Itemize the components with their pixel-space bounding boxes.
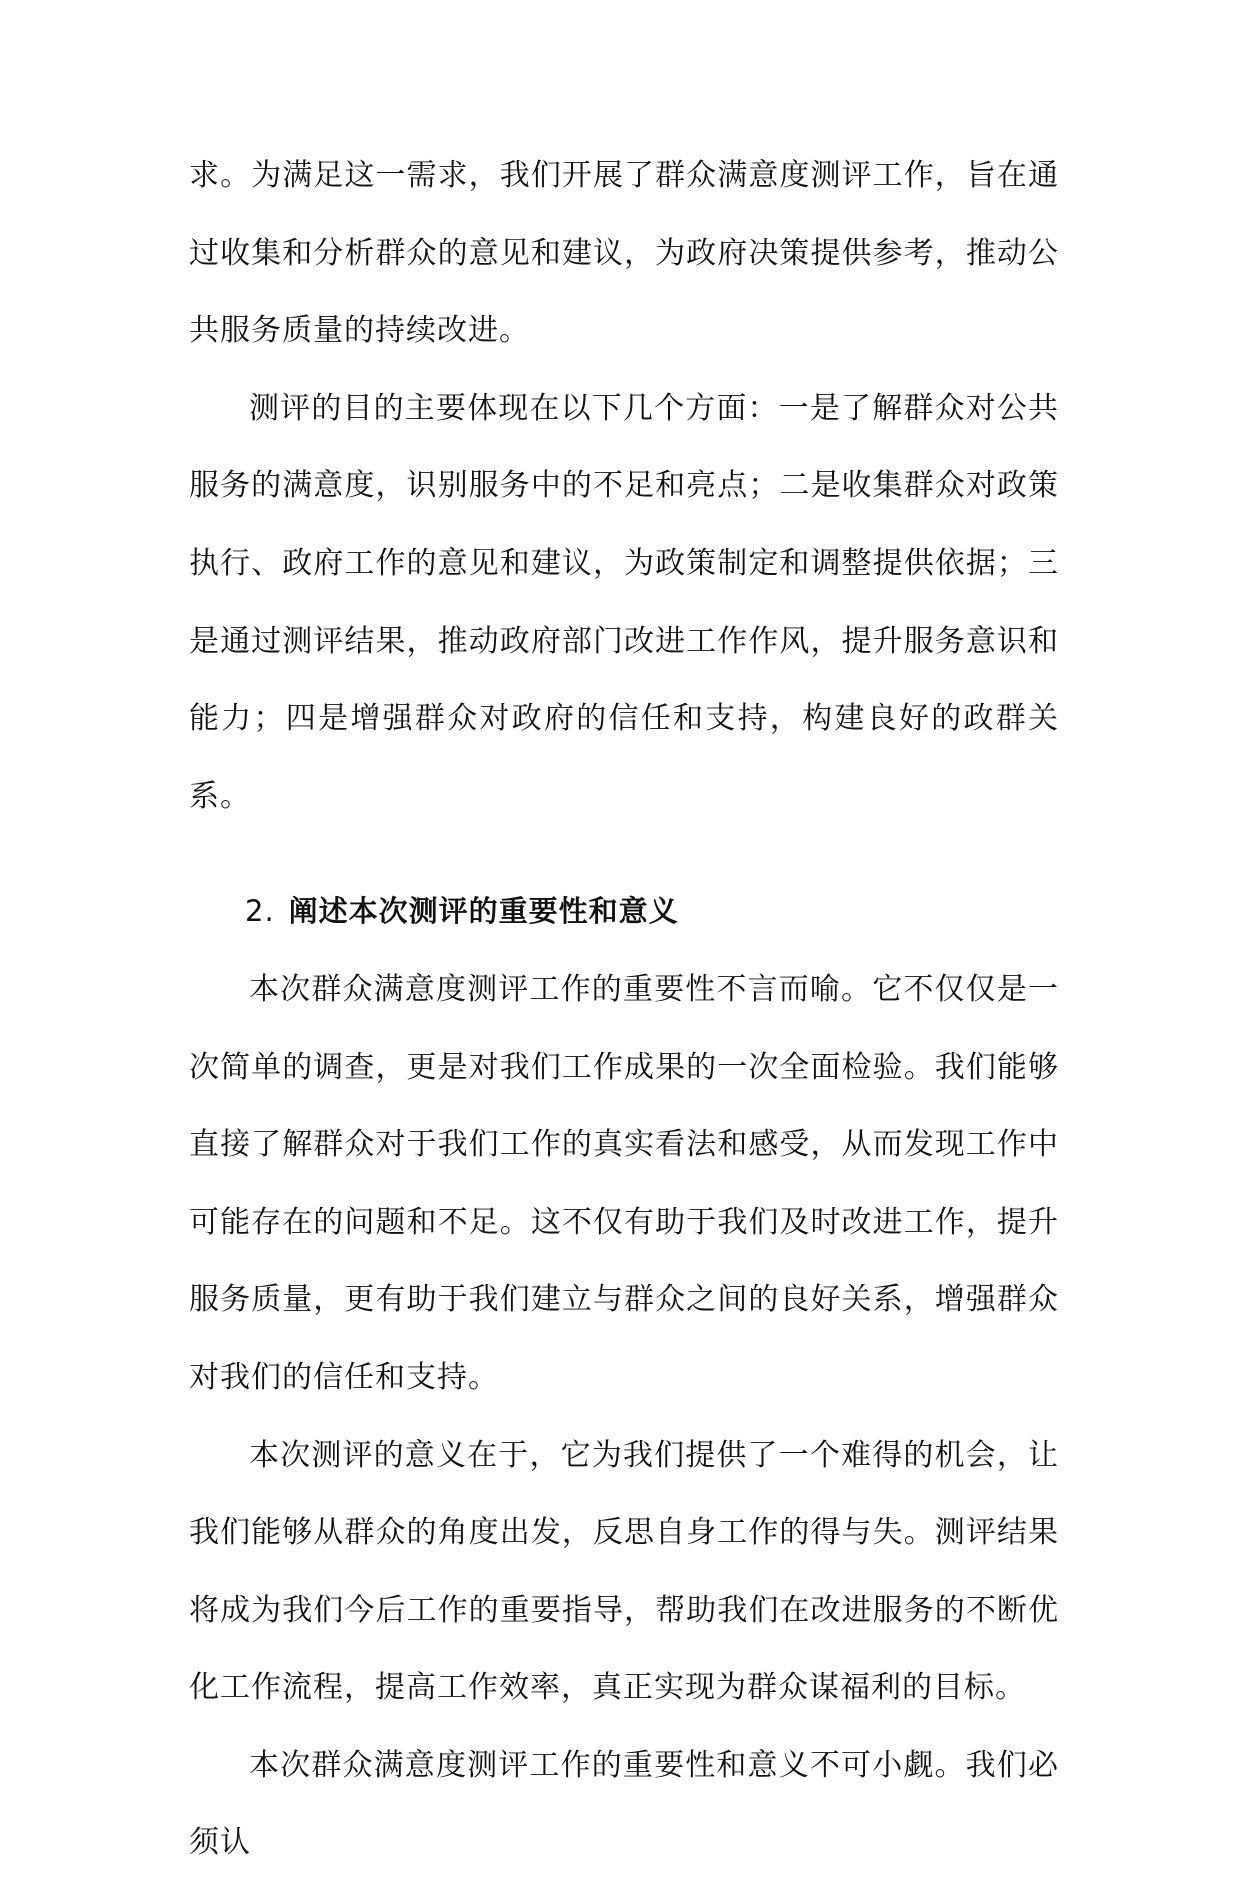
paragraph: 本次群众满意度测评工作的重要性不言而喻。它不仅仅是一次简单的调查，更是对我们工作成果的一次全面检验。我们能够直接了解群众对于我们工作的真实看法和感受，从而发现工作中可能存在的问题和不足。这不仅有助于我们及时改进工作，提升服务质量，更有助于我们建立与群众之间的良好关系，增强群众对我们的信任和支持。: [189, 971, 1059, 1395]
document-body: [189, 137, 1059, 1882]
paragraph: 求。为满足这一需求，我们开展了群众满意度测评工作，旨在通过收集和分析群众的意见和建议，为政府决策提供参考，推动公共服务质量的持续改进。: [189, 158, 1059, 349]
paragraph: 本次测评的意义在于，它为我们提供了一个难得的机会，让我们能够从群众的角度出发，反思自身工作的得与失。测评结果将成为我们今后工作的重要指导，帮助我们在改进服务的不断优化工作流程，提高工作效率，真正实现为群众谋福利的目标。: [189, 1437, 1059, 1706]
section-title: 阐述本次测评的重要性和意义: [288, 894, 679, 929]
section-number: 2.: [245, 894, 275, 929]
paragraph: 测评的目的主要体现在以下几个方面：一是了解群众对公共服务的满意度，识别服务中的不足和亮点；二是收集群众对政策执行、政府工作的意见和建议，为政策制定和调整提供依据；三是通过测评结果，推动政府部门改进工作作风，提升服务意识和能力；四是增强群众对政府的信任和支持，构建良好的政群关系。: [189, 390, 1059, 814]
section-heading: [189, 873, 1059, 951]
paragraph: 本次群众满意度测评工作的重要性和意义不可小觑。我们必须认: [189, 1747, 1059, 1861]
